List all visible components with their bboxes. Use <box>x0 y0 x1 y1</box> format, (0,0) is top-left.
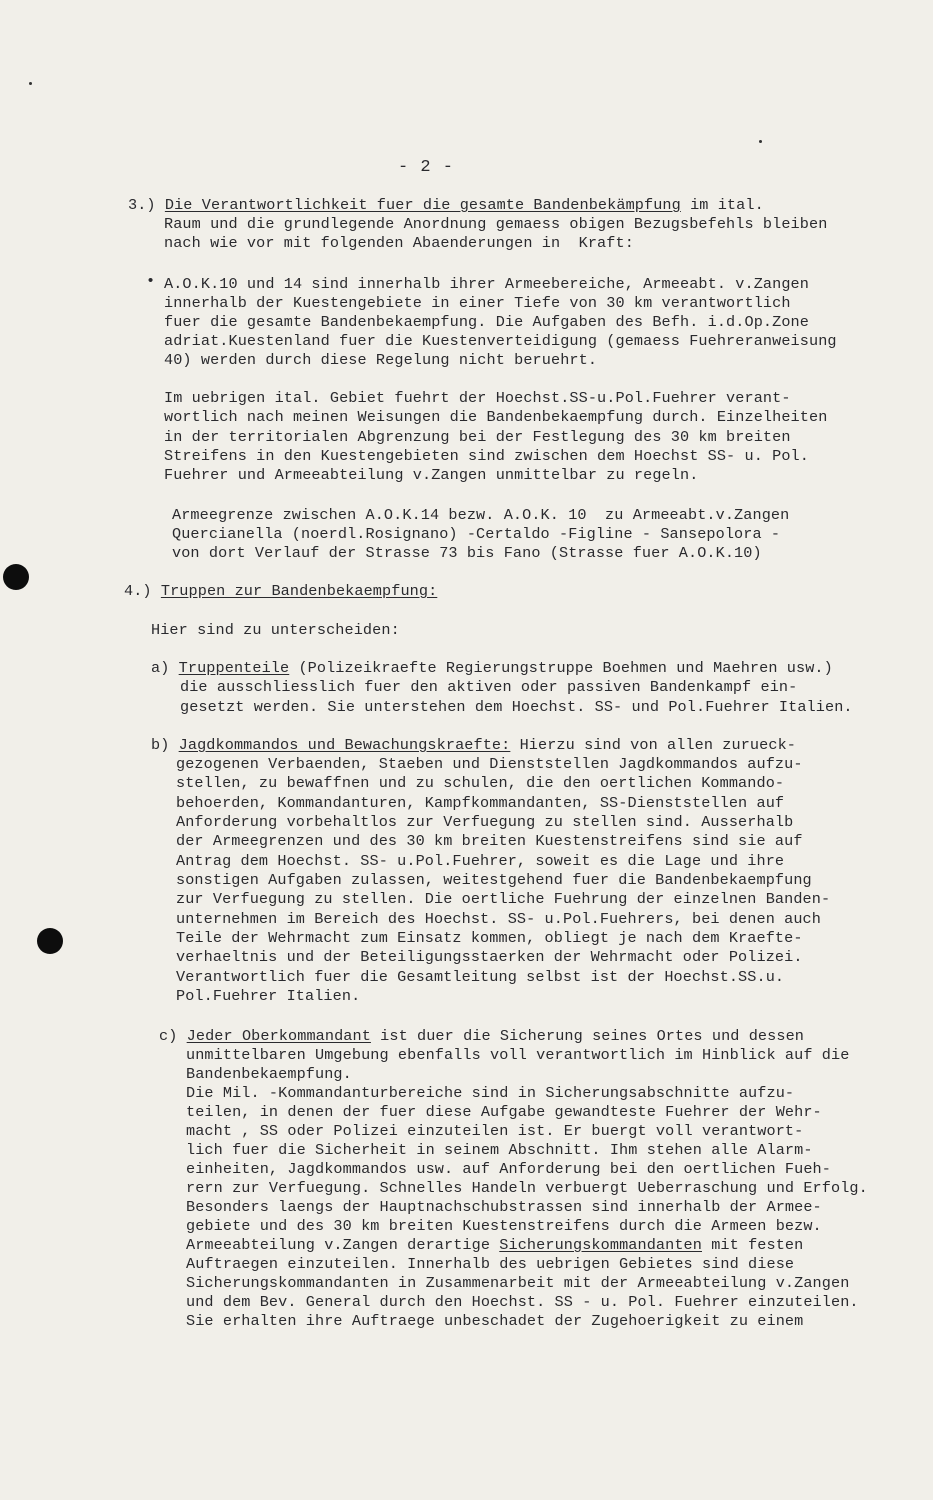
item-c-line: unmittelbaren Umgebung ebenfalls voll verantwortlich im Hinblick auf die <box>186 1046 850 1064</box>
item-a-line: gesetzt werden. Sie unterstehen dem Hoechst. SS- und Pol.Fuehrer Italien. <box>180 698 853 716</box>
item-c-line: Sicherungskommandanten in Zusammenarbeit mit der Armeeabteilung v.Zangen <box>186 1274 850 1292</box>
item-c-label: c) <box>159 1027 178 1045</box>
section-4-intro: Hier sind zu unterscheiden: <box>151 621 400 639</box>
item-a-label: a) <box>151 659 170 677</box>
item-b-line: Anforderung vorbehaltlos zur Verfuegung zu stellen sind. Ausserhalb <box>176 813 794 831</box>
item-c-line: Bandenbekaempfung. <box>186 1065 352 1083</box>
item-b-line: behoerden, Kommandanturen, Kampfkommandanten, SS-Dienststellen auf <box>176 794 785 812</box>
item-b-term: Jagdkommandos und Bewachungskraefte: <box>178 736 511 754</box>
item-c-line: Sie erhalten ihre Auftraege unbeschadet der Zugehoerigkeit zu einem <box>186 1312 804 1330</box>
item-c-line: Auftraegen einzuteilen. Innerhalb des uebrigen Gebietes sind diese <box>186 1255 795 1273</box>
item-b-line: verhaeltnis und der Beteiligungsstaerken der Wehrmacht oder Polizei. <box>176 948 803 966</box>
section-3-p1-line: fuer die gesamte Bandenbekaempfung. Die Aufgaben des Befh. i.d.Op.Zone <box>164 313 809 331</box>
section-3-p2-line: in der territorialen Abgrenzung bei der Festlegung des 30 km breiten <box>164 428 791 446</box>
item-a-term: Truppenteile <box>178 659 290 677</box>
page-number: - 2 - <box>398 158 455 177</box>
section-3-p1-line: innerhalb der Kuestengebiete in einer Tiefe von 30 km verantwortlich <box>164 294 791 312</box>
punch-hole-lower <box>37 928 63 954</box>
item-b-line: sonstigen Aufgaben zulassen, weitestgehend fuer die Bandenbekaempfung <box>176 871 812 889</box>
section-4-number: 4.) <box>124 582 152 600</box>
section-3-line-2: Raum und die grundlegende Anordnung gemaess obigen Bezugsbefehls bleiben <box>164 215 828 233</box>
item-c-line: Besonders laengs der Hauptnachschubstrassen sind innerhalb der Armee- <box>186 1198 822 1216</box>
section-3-line-3: nach wie vor mit folgenden Abaenderungen in Kraft: <box>164 234 634 252</box>
item-c-term: Jeder Oberkommandant <box>186 1027 371 1045</box>
item-c-line: gebiete und des 30 km breiten Kuestenstreifens durch die Armeen bezw. <box>186 1217 822 1235</box>
paper-speck <box>759 140 762 143</box>
punch-hole-upper <box>3 564 29 590</box>
item-b-line: Verantwortlich fuer die Gesamtleitung selbst ist der Hoechst.SS.u. <box>176 968 785 986</box>
item-c-line: lich fuer die Sicherheit in seinem Abschnitt. Ihm stehen alle Alarm- <box>186 1141 813 1159</box>
item-b-line: gezogenen Verbaenden, Staeben und Dienststellen Jagdkommandos aufzu- <box>176 755 803 773</box>
item-c-line-1: c) Jeder Oberkommandant ist duer die Sicherung seines Ortes und dessen <box>159 1027 804 1045</box>
section-3-p2-line: Im uebrigen ital. Gebiet fuehrt der Hoechst.SS-u.Pol.Fuehrer verant- <box>164 389 791 407</box>
item-b-line: stellen, zu bewaffnen und zu schulen, die den oertlichen Kommando- <box>176 774 785 792</box>
section-3-p2-line: Streifens in den Kuestengebieten sind zwischen dem Hoechst SS- u. Pol. <box>164 447 809 465</box>
section-3-p1-line: 40) werden durch diese Regelung nicht beruehrt. <box>164 351 598 369</box>
section-4-heading: Truppen zur Bandenbekaempfung: <box>160 582 438 600</box>
item-c-line: teilen, in denen der fuer diese Aufgabe gewandteste Fuehrer der Wehr- <box>186 1103 822 1121</box>
section-3-line-1: 3.) Die Verantwortlichkeit fuer die gesamte Bandenbekämpfung im ital. <box>128 196 764 214</box>
item-c-line: einheiten, Jagdkommandos usw. auf Anforderung bei den oertlichen Fueh- <box>186 1160 831 1178</box>
paper-speck <box>29 82 32 85</box>
item-b-label: b) <box>151 736 170 754</box>
section-3-p1-line: A.O.K.10 und 14 sind innerhalb ihrer Armeebereiche, Armeeabt. v.Zangen <box>164 275 809 293</box>
item-c-line: rern zur Verfuegung. Schnelles Handeln verbuergt Ueberraschung und Erfolg. <box>186 1179 868 1197</box>
item-b-line: Teile der Wehrmacht zum Einsatz kommen, obliegt je nach dem Kraefte- <box>176 929 803 947</box>
item-c-line: macht , SS oder Polizei einzuteilen ist. Er buergt voll verantwort- <box>186 1122 804 1140</box>
item-b-line: zur Verfuegung zu stellen. Die oertliche Fuehrung der einzelnen Banden- <box>176 890 831 908</box>
item-c-line: Die Mil. -Kommandanturbereiche sind in Sicherungsabschnitte aufzu- <box>186 1084 795 1102</box>
item-c-line: und dem Bev. General durch den Hoechst. SS - u. Pol. Fuehrer einzuteilen. <box>186 1293 859 1311</box>
section-3-p3-line: Quercianella (noerdl.Rosignano) -Certaldo -Figline - Sansepolora - <box>172 525 781 543</box>
section-3-p1-line: adriat.Kuestenland fuer die Kuestenverteidigung (gemaess Fuehreranweisung <box>164 332 837 350</box>
section-3-p2-line: wortlich nach meinen Weisungen die Bandenbekaempfung durch. Einzelheiten <box>164 408 828 426</box>
section-3-bullet: • <box>146 272 156 290</box>
item-b-line: unternehmen im Bereich des Hoechst. SS- u.Pol.Fuehrers, bei denen auch <box>176 910 821 928</box>
item-b-line: Pol.Fuehrer Italien. <box>176 987 361 1005</box>
item-b-line: der Armeegrenzen und des 30 km breiten Kuestenstreifens sind sie auf <box>176 832 803 850</box>
item-a-line: die ausschliesslich fuer den aktiven oder passiven Bandenkampf ein- <box>180 678 798 696</box>
section-3-p2-line: Fuehrer und Armeeabteilung v.Zangen unmittelbar zu regeln. <box>164 466 699 484</box>
section-3-number: 3.) <box>128 196 156 214</box>
item-b-line-1: b) Jagdkommandos und Bewachungskraefte: Hierzu sind von allen zurueck- <box>151 736 796 754</box>
item-c-term-sicherungskommandanten: Sicherungskommandanten <box>499 1236 702 1254</box>
item-c-line-13: Armeeabteilung v.Zangen derartige Sicherungskommandanten mit festen <box>186 1236 804 1254</box>
section-3-p3-line: von dort Verlauf der Strasse 73 bis Fano (Strasse fuer A.O.K.10) <box>172 544 762 562</box>
section-3-heading: Die Verantwortlichkeit fuer die gesamte Bandenbekämpfung <box>164 196 681 214</box>
section-4-line-1 <box>124 582 437 601</box>
section-3-p3-line: Armeegrenze zwischen A.O.K.14 bezw. A.O.K. 10 zu Armeeabt.v.Zangen <box>172 506 790 524</box>
item-b-line: Antrag dem Hoechst. SS- u.Pol.Fuehrer, soweit es die Lage und ihre <box>176 852 785 870</box>
item-a-line-1: a) Truppenteile (Polizeikraefte Regierungstruppe Boehmen und Maehren usw.) <box>151 659 833 677</box>
